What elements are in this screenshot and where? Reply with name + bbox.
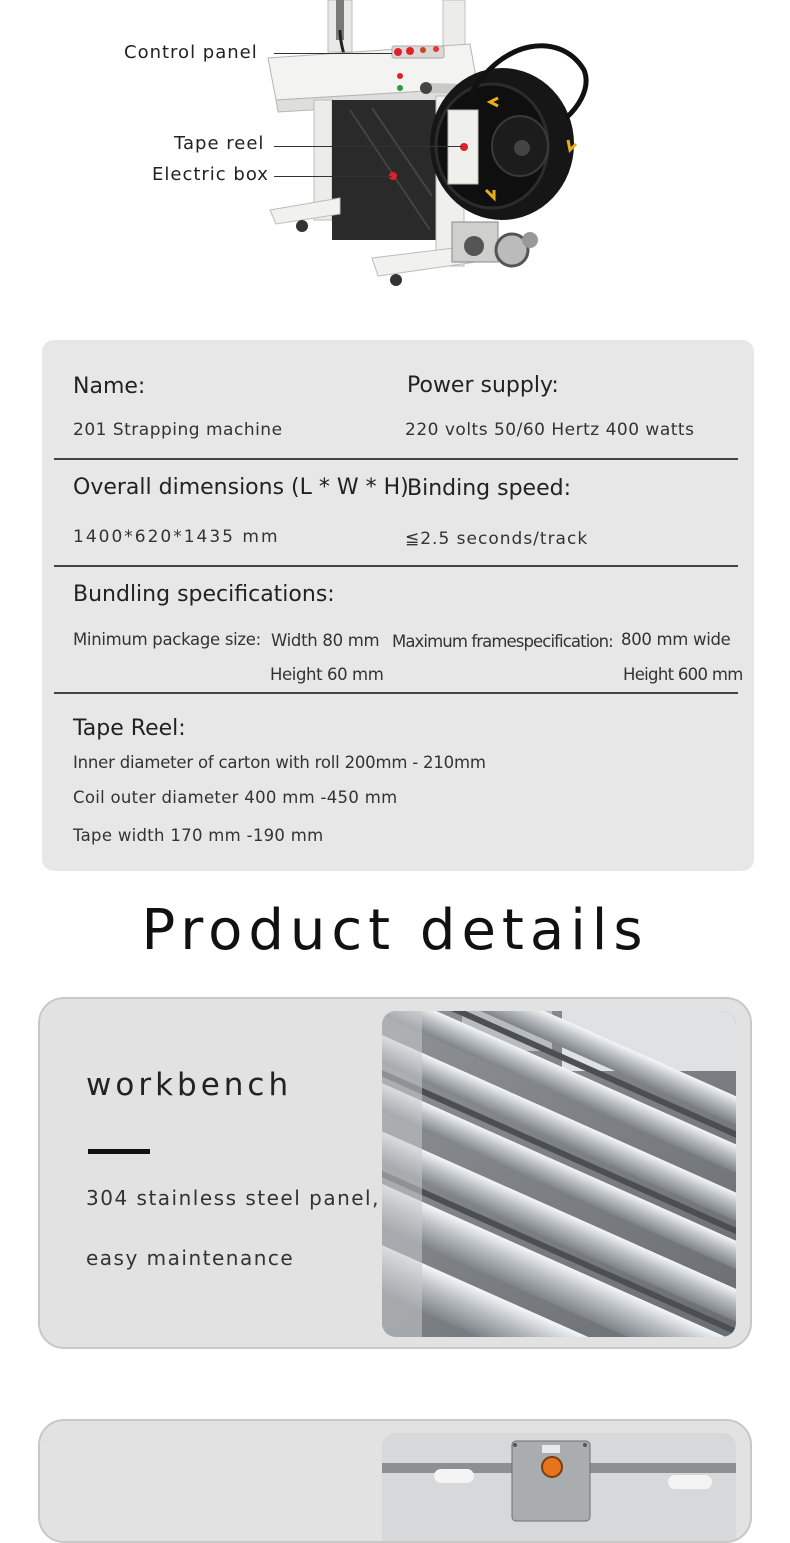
dimensions-label: Overall dimensions (L * W * H) xyxy=(73,475,409,500)
feature-description-line2: easy maintenance xyxy=(86,1246,295,1270)
callout-line-control-panel xyxy=(274,53,392,54)
power-supply-label: Power supply: xyxy=(407,373,559,398)
min-package-width: Width 80 mm xyxy=(271,631,380,650)
divider xyxy=(54,458,738,460)
callout-electric-box: Electric box xyxy=(152,164,269,185)
bundling-specifications-label: Bundling specifications: xyxy=(73,582,335,607)
callout-line-tape-reel xyxy=(274,146,462,147)
binding-speed-label: Binding speed: xyxy=(407,476,572,501)
tape-inner-diameter: Inner diameter of carton with roll 200mm - 210mm xyxy=(73,753,486,772)
feature-card-control-panel xyxy=(38,1419,752,1543)
dimensions-value: 1400*620*1435 mm xyxy=(73,527,280,547)
callout-line-electric-box xyxy=(274,176,392,177)
feature-description-line1: 304 stainless steel panel, xyxy=(86,1186,380,1210)
roller-workbench-photo xyxy=(382,1011,736,1337)
machine-illustration xyxy=(0,0,790,300)
callout-control-panel: Control panel xyxy=(124,42,258,63)
section-title: Product details xyxy=(141,898,649,963)
divider xyxy=(54,565,738,567)
name-label: Name: xyxy=(73,374,146,399)
divider xyxy=(54,692,738,694)
tape-width: Tape width 170 mm -190 mm xyxy=(73,826,324,845)
tape-reel-label: Tape Reel: xyxy=(73,716,186,741)
specifications-card xyxy=(42,340,754,871)
callout-tape-reel: Tape reel xyxy=(174,133,265,154)
min-package-height: Height 60 mm xyxy=(270,665,384,684)
max-frame-width: 800 mm wide xyxy=(621,630,731,649)
feature-title: workbench xyxy=(86,1067,293,1103)
roller-workbench-image xyxy=(382,1011,736,1337)
tape-outer-diameter: Coil outer diameter 400 mm -450 mm xyxy=(73,788,398,807)
binding-speed-value: ≦2.5 seconds/track xyxy=(405,529,589,549)
power-supply-value: 220 volts 50/60 Hertz 400 watts xyxy=(405,420,695,440)
min-package-label: Minimum package size: xyxy=(73,630,261,649)
control-panel-photo xyxy=(382,1433,736,1543)
max-frame-height: Height 600 mm xyxy=(623,665,743,684)
name-value: 201 Strapping machine xyxy=(73,420,283,440)
feature-card-workbench xyxy=(38,997,752,1349)
control-panel-image xyxy=(382,1433,736,1543)
max-frame-label: Maximum framespecification: xyxy=(392,632,613,651)
strapping-machine-image xyxy=(0,0,790,300)
title-underline xyxy=(88,1149,150,1154)
